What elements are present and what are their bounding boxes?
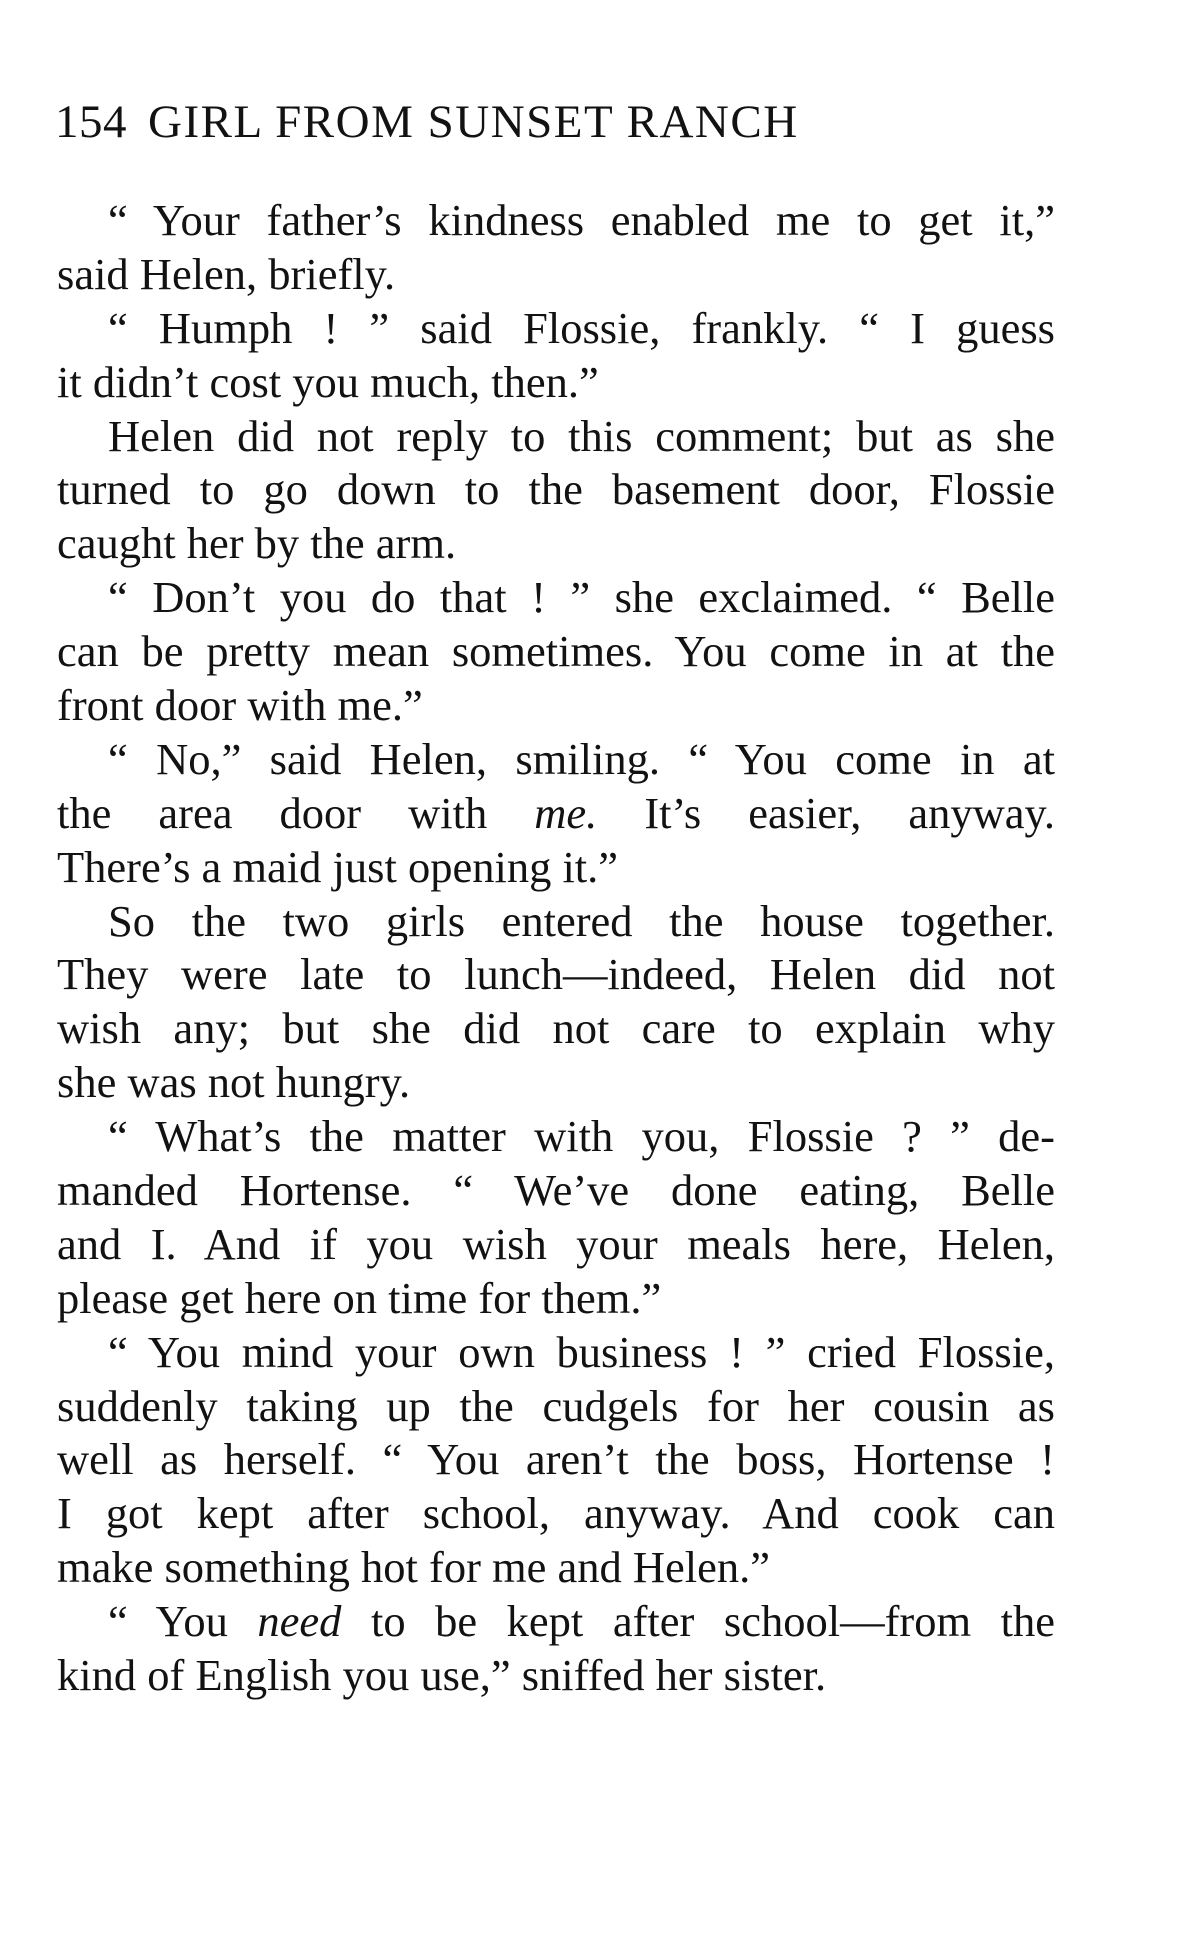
running-title: GIRL FROM SUNSET RANCH	[148, 96, 799, 148]
text-line	[57, 1110, 1055, 1164]
text-segment: wish any; but she did not care to explain why	[57, 1003, 1055, 1054]
text-segment: to be kept after school—from the	[341, 1596, 1055, 1647]
text-segment: caught her by the arm.	[57, 518, 457, 569]
text-line	[57, 194, 1055, 248]
text-segment: manded Hortense. “ We’ve done eating, Belle	[57, 1165, 1055, 1216]
text-line	[57, 571, 1055, 625]
text-segment: They were late to lunch—indeed, Helen did not	[57, 949, 1055, 1000]
text-segment: turned to go down to the basement door, Flossie	[57, 464, 1055, 515]
text-segment: can be pretty mean sometimes. You come in at the	[57, 626, 1055, 677]
text-segment: “ Don’t you do that ! ” she exclaimed. “ Belle	[108, 572, 1055, 623]
text-segment: “ You mind your own business ! ” cried Flossie,	[108, 1326, 1055, 1377]
text-segment: kind of English you use,” sniffed her sister.	[57, 1650, 827, 1701]
text-segment: “ No,” said Helen, smiling. “ You come in at	[108, 733, 1055, 784]
text-line	[57, 1649, 1055, 1703]
text-segment: suddenly taking up the cudgels for her cousin as	[57, 1380, 1055, 1431]
text-line	[57, 1218, 1055, 1272]
text-segment: There’s a maid just opening it.”	[57, 841, 619, 892]
text-segment: “ What’s the matter with you, Flossie ? ” de-	[108, 1111, 1055, 1162]
text-segment: said Helen, briefly.	[57, 248, 396, 299]
text-segment: Helen did not reply to this comment; but as she	[108, 410, 1055, 461]
text-line	[57, 1380, 1055, 1434]
text-line	[57, 463, 1055, 517]
text-line	[57, 1487, 1055, 1541]
text-segment: I got kept after school, anyway. And cook can	[57, 1488, 1055, 1539]
text-line	[57, 948, 1055, 1002]
text-line	[57, 302, 1055, 356]
page-body-text	[57, 194, 1055, 1703]
text-segment: It’s easier, anyway.	[597, 787, 1055, 838]
text-line	[57, 679, 1055, 733]
text-segment: “ Your father’s kindness enabled me to get it,”	[108, 195, 1055, 245]
text-line	[57, 1541, 1055, 1595]
text-segment: it didn’t cost you much, then.”	[57, 356, 599, 407]
text-segment: please get here on time for them.”	[57, 1272, 662, 1323]
text-segment: “ Humph ! ” said Flossie, frankly. “ I guess	[108, 302, 1055, 353]
text-line	[57, 517, 1055, 571]
text-line	[57, 356, 1055, 410]
text-segment: make something hot for me and Helen.”	[57, 1542, 771, 1593]
text-line	[57, 1056, 1055, 1110]
text-segment: “ You	[108, 1596, 258, 1647]
text-line	[57, 1272, 1055, 1326]
text-segment: well as herself. “ You aren’t the boss, Hortense !	[57, 1434, 1055, 1485]
text-line	[57, 1164, 1055, 1218]
italic-text-segment: me.	[534, 787, 598, 838]
text-line	[57, 625, 1055, 679]
text-line	[57, 1002, 1055, 1056]
text-segment: front door with me.”	[57, 680, 423, 731]
text-line	[57, 787, 1055, 841]
text-line	[57, 1326, 1055, 1380]
text-segment: and I. And if you wish your meals here, Helen,	[57, 1218, 1055, 1269]
text-line	[57, 841, 1055, 895]
italic-text-segment: need	[257, 1596, 342, 1647]
text-line	[57, 410, 1055, 464]
running-head	[55, 92, 955, 152]
page-number: 154	[55, 96, 127, 148]
text-segment: So the two girls entered the house together.	[108, 895, 1055, 946]
text-line	[57, 1595, 1055, 1649]
text-segment: the area door with	[57, 787, 535, 838]
text-line	[57, 895, 1055, 949]
text-line	[57, 248, 1055, 302]
text-segment: she was not hungry.	[57, 1057, 411, 1108]
text-line	[57, 1433, 1055, 1487]
text-line	[57, 733, 1055, 787]
